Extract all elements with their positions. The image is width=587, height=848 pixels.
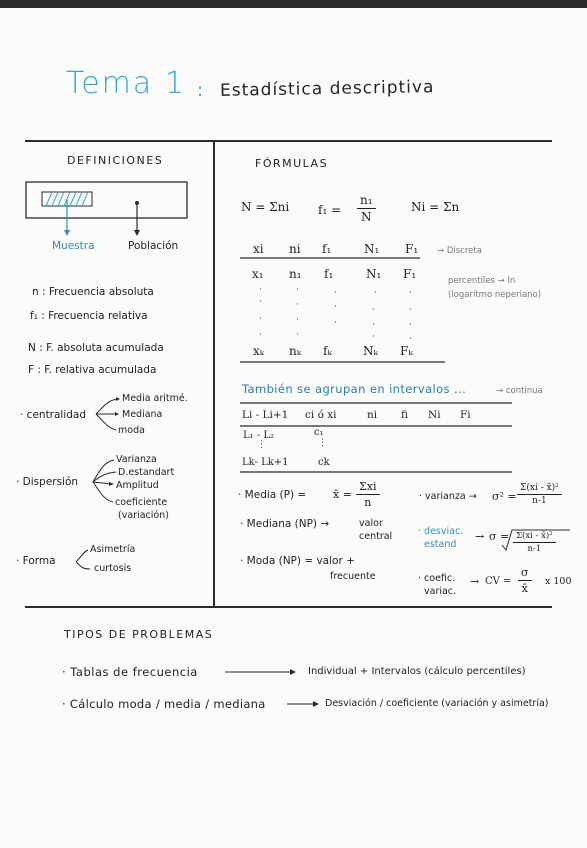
t1-row1-x: x₁	[252, 267, 264, 281]
dispersion-destandar: D.estandart	[118, 467, 175, 478]
centralidad-mediana: Mediana	[122, 409, 163, 420]
page-subtitle: Estadística descriptiva	[219, 77, 435, 101]
media-label: · Media (P) =	[238, 489, 307, 501]
varianza-label: · varianza →	[419, 491, 477, 502]
t2-rowk-c: ck	[318, 457, 330, 468]
t1-rowk-N: Nₖ	[363, 344, 378, 358]
dispersion-coeficiente: coeficiente	[115, 497, 168, 508]
t2-header-Fi: Fi	[460, 409, 471, 421]
tipos-item-2-rhs: Desviación / coeficiente (variación y asimetría)	[325, 698, 549, 709]
varianza-den: n-1	[532, 496, 547, 506]
coef-label2: variac.	[424, 586, 457, 597]
t1-row1-F: F₁	[403, 267, 417, 281]
t2-vdots-2: ⋮	[318, 438, 327, 448]
forma-asimetria: Asimetría	[90, 544, 136, 555]
moda-label: · Moda (NP) = valor +	[240, 555, 355, 567]
t2-rowk-L: Lk- Lk+1	[242, 457, 289, 468]
t1-note-discreta: → Discreta	[437, 246, 482, 256]
t1-row1-f: f₁	[324, 267, 334, 281]
formula-f1-lhs: f₁ =	[318, 203, 342, 217]
t2-header-ni: ni	[367, 409, 378, 421]
desviac-label2: estand	[424, 539, 457, 550]
t2-row1-c: c₁	[314, 427, 324, 438]
moda-frecuente: frecuente	[330, 571, 376, 582]
formula-f1-den: N	[361, 210, 372, 224]
label-muestra: Muestra	[52, 240, 95, 252]
t1-header-ni: ni	[289, 242, 301, 256]
t2-vdots-1: ⋮	[257, 440, 266, 450]
def-item-f1: f₁ : Frecuencia relativa	[30, 310, 148, 322]
media-lhs: x̄ =	[333, 488, 352, 501]
t1-header-f1: f₁	[322, 242, 332, 256]
t1-row1-n: n₁	[289, 267, 302, 281]
formula-N: N = Σni	[241, 200, 290, 214]
media-num: Σxi	[356, 480, 380, 495]
desviac-fraction	[513, 531, 556, 554]
t1-header-F1: F₁	[405, 242, 419, 256]
varianza-lhs: σ² =	[492, 490, 517, 503]
t2-header-ci: ci ó xi	[305, 409, 337, 421]
tipos-heading: TIPOS DE PROBLEMAS	[64, 628, 214, 641]
desviac-label1: · desviac.	[418, 526, 464, 537]
forma-curtosis: curtosis	[94, 563, 132, 574]
intervalos-title: También se agrupan en intervalos ...	[242, 382, 467, 396]
definiciones-heading: DEFINICIONES	[67, 154, 164, 167]
t1-rowk-f: fₖ	[323, 344, 332, 358]
coef-num: σ	[518, 566, 532, 581]
mediana-central: central	[359, 531, 393, 542]
def-item-N: N : F. absoluta acumulada	[28, 342, 164, 354]
t2-row1-L: L₁ - L₂	[243, 430, 275, 441]
desviac-num: Σ(xi - x̄)²	[513, 531, 556, 543]
def-item-F: F : F. relativa acumulada	[28, 364, 157, 376]
title-colon: :	[197, 80, 204, 101]
formula-f1-fraction	[357, 193, 376, 224]
t1-rowk-F: Fₖ	[400, 344, 413, 358]
centralidad-media: Media aritmé.	[122, 393, 188, 404]
tipos-item-2-lhs: · Cálculo moda / media / mediana	[62, 697, 266, 711]
dispersion-varianza: Varianza	[116, 454, 157, 465]
dispersion-label: · Dispersión	[16, 476, 79, 488]
coef-arrow: →	[470, 575, 480, 588]
formula-f1-num: n₁	[357, 193, 376, 209]
t1-note-logaritmo: (logaritmo neperiano)	[448, 290, 542, 300]
intervalos-note-continua: → continua	[496, 386, 543, 396]
desviac-lhs: σ =	[489, 530, 510, 543]
t2-header-Ni: Ni	[428, 409, 441, 421]
tipos-item-1-lhs: · Tablas de frecuencia	[62, 665, 198, 679]
forma-label: · Forma	[16, 555, 56, 567]
t1-header-xi: xi	[253, 242, 264, 256]
dispersion-variacion: (variación)	[118, 510, 169, 521]
coef-fraction	[518, 566, 532, 595]
def-item-n: n : Frecuencia absoluta	[32, 286, 154, 298]
t1-row1-N: N₁	[366, 267, 382, 281]
mediana-valor: valor	[359, 518, 383, 529]
formula-Ni: Ni = Σn	[411, 200, 460, 214]
t1-rowk-n: nₖ	[289, 344, 302, 358]
t2-header-fi: fi	[401, 409, 409, 421]
centralidad-moda: moda	[118, 425, 145, 436]
tipos-item-1-rhs: Individual + Intervalos (cálculo percentiles)	[308, 666, 526, 677]
varianza-fraction	[517, 483, 562, 506]
t1-rowk-x: xₖ	[253, 344, 265, 358]
formulas-heading: FÓRMULAS	[255, 157, 329, 170]
t1-note-percentiles: percentiles → ln	[448, 276, 516, 286]
coef-den: x̄	[521, 582, 528, 595]
coef-label1: · coefic.	[418, 573, 456, 584]
centralidad-label: · centralidad	[20, 409, 87, 421]
label-poblacion: Población	[128, 240, 179, 252]
coef-rhs: x 100	[545, 576, 572, 587]
mediana-label: · Mediana (NP) →	[240, 518, 330, 530]
t2-header-li: Li - Li+1	[242, 409, 289, 421]
t1-header-N1: N₁	[364, 242, 380, 256]
dispersion-amplitud: Amplitud	[116, 480, 159, 491]
media-den: n	[364, 496, 372, 509]
varianza-num: Σ(xi - x̄)²	[517, 483, 562, 495]
media-fraction	[356, 480, 380, 509]
desviac-arrow: →	[475, 530, 485, 543]
coef-lhs: CV =	[485, 576, 512, 587]
desviac-den: n-1	[527, 544, 542, 554]
page-title: Tema 1	[66, 66, 186, 101]
